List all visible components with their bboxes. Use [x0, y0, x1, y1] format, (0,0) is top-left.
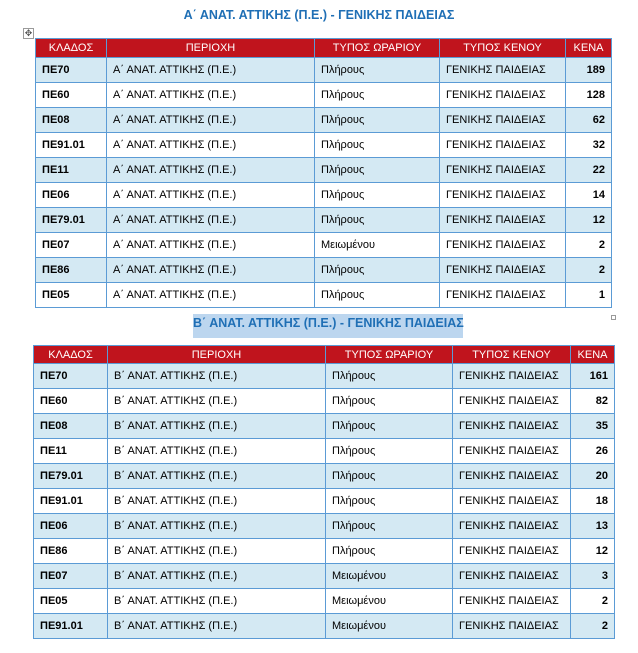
cell-perioxi: Β΄ ΑΝΑΤ. ΑΤΤΙΚΗΣ (Π.Ε.)	[108, 489, 326, 514]
cell-typos-kenou: ΓΕΝΙΚΗΣ ΠΑΙΔΕΙΑΣ	[440, 183, 566, 208]
cell-typos-orariou: Μειωμένου	[326, 589, 453, 614]
cell-perioxi: Β΄ ΑΝΑΤ. ΑΤΤΙΚΗΣ (Π.Ε.)	[108, 614, 326, 639]
header-typos-orariou: ΤΥΠΟΣ ΩΡΑΡΙΟΥ	[315, 39, 440, 58]
cell-klados: ΠΕ11	[36, 158, 107, 183]
cell-typos-orariou: Πλήρους	[315, 258, 440, 283]
table-row	[34, 464, 615, 489]
cell-klados: ΠΕ79.01	[34, 464, 108, 489]
cell-klados: ΠΕ08	[36, 108, 107, 133]
cell-klados: ΠΕ60	[36, 83, 107, 108]
cell-typos-orariou: Μειωμένου	[326, 564, 453, 589]
cell-perioxi: Α΄ ΑΝΑΤ. ΑΤΤΙΚΗΣ (Π.Ε.)	[107, 283, 315, 308]
table-resize-handle-icon[interactable]	[611, 315, 616, 320]
cell-typos-orariou: Πλήρους	[326, 514, 453, 539]
header-perioxi: ΠΕΡΙΟΧΗ	[108, 346, 326, 364]
cell-kena: 2	[571, 589, 615, 614]
section1-title: Α΄ ΑΝΑΤ. ΑΤΤΙΚΗΣ (Π.Ε.) - ΓΕΝΙΚΗΣ ΠΑΙΔΕΙΑΣ	[183, 8, 455, 22]
cell-typos-kenou: ΓΕΝΙΚΗΣ ΠΑΙΔΕΙΑΣ	[453, 489, 571, 514]
cell-typos-orariou: Πλήρους	[326, 364, 453, 389]
cell-perioxi: Β΄ ΑΝΑΤ. ΑΤΤΙΚΗΣ (Π.Ε.)	[108, 414, 326, 439]
table-row	[36, 83, 612, 108]
cell-perioxi: Β΄ ΑΝΑΤ. ΑΤΤΙΚΗΣ (Π.Ε.)	[108, 439, 326, 464]
header-kena: ΚΕΝΑ	[566, 39, 612, 58]
cell-klados: ΠΕ86	[36, 258, 107, 283]
cell-kena: 2	[571, 614, 615, 639]
cell-klados: ΠΕ05	[36, 283, 107, 308]
cell-typos-kenou: ΓΕΝΙΚΗΣ ΠΑΙΔΕΙΑΣ	[453, 614, 571, 639]
cell-kena: 161	[571, 364, 615, 389]
cell-klados: ΠΕ05	[34, 589, 108, 614]
cell-typos-orariou: Πλήρους	[326, 439, 453, 464]
cell-typos-kenou: ΓΕΝΙΚΗΣ ΠΑΙΔΕΙΑΣ	[453, 539, 571, 564]
table-row	[36, 133, 612, 158]
cell-perioxi: Α΄ ΑΝΑΤ. ΑΤΤΙΚΗΣ (Π.Ε.)	[107, 83, 315, 108]
cell-typos-kenou: ΓΕΝΙΚΗΣ ΠΑΙΔΕΙΑΣ	[440, 208, 566, 233]
table-row	[36, 183, 612, 208]
header-typos-kenou: ΤΥΠΟΣ ΚΕΝΟΥ	[453, 346, 571, 364]
cell-perioxi: Β΄ ΑΝΑΤ. ΑΤΤΙΚΗΣ (Π.Ε.)	[108, 564, 326, 589]
cell-typos-orariou: Πλήρους	[315, 283, 440, 308]
cell-klados: ΠΕ08	[34, 414, 108, 439]
vacancies-table-a	[35, 38, 612, 308]
cell-perioxi: Α΄ ΑΝΑΤ. ΑΤΤΙΚΗΣ (Π.Ε.)	[107, 133, 315, 158]
cell-klados: ΠΕ79.01	[36, 208, 107, 233]
cell-typos-orariou: Πλήρους	[315, 183, 440, 208]
cell-kena: 12	[566, 208, 612, 233]
header-klados: ΚΛΑΔΟΣ	[34, 346, 108, 364]
header-perioxi: ΠΕΡΙΟΧΗ	[107, 39, 315, 58]
cell-typos-kenou: ΓΕΝΙΚΗΣ ΠΑΙΔΕΙΑΣ	[453, 389, 571, 414]
cell-typos-kenou: ΓΕΝΙΚΗΣ ΠΑΙΔΕΙΑΣ	[453, 514, 571, 539]
cell-typos-kenou: ΓΕΝΙΚΗΣ ΠΑΙΔΕΙΑΣ	[440, 58, 566, 83]
cell-kena: 12	[571, 539, 615, 564]
table-row	[36, 283, 612, 308]
cell-perioxi: Β΄ ΑΝΑΤ. ΑΤΤΙΚΗΣ (Π.Ε.)	[108, 539, 326, 564]
cell-perioxi: Α΄ ΑΝΑΤ. ΑΤΤΙΚΗΣ (Π.Ε.)	[107, 208, 315, 233]
cell-typos-kenou: ΓΕΝΙΚΗΣ ΠΑΙΔΕΙΑΣ	[440, 233, 566, 258]
cell-typos-orariou: Πλήρους	[315, 58, 440, 83]
cell-kena: 189	[566, 58, 612, 83]
cell-typos-kenou: ΓΕΝΙΚΗΣ ΠΑΙΔΕΙΑΣ	[440, 108, 566, 133]
table-row	[34, 539, 615, 564]
table-row	[36, 208, 612, 233]
cell-kena: 32	[566, 133, 612, 158]
table-row	[36, 58, 612, 83]
table-row	[34, 439, 615, 464]
cell-typos-orariou: Πλήρους	[326, 414, 453, 439]
table-row	[36, 258, 612, 283]
cell-kena: 22	[566, 158, 612, 183]
cell-typos-orariou: Πλήρους	[315, 158, 440, 183]
cell-typos-orariou: Πλήρους	[326, 389, 453, 414]
cell-klados: ΠΕ11	[34, 439, 108, 464]
cell-typos-kenou: ΓΕΝΙΚΗΣ ΠΑΙΔΕΙΑΣ	[440, 258, 566, 283]
cell-typos-kenou: ΓΕΝΙΚΗΣ ΠΑΙΔΕΙΑΣ	[453, 414, 571, 439]
cell-typos-orariou: Πλήρους	[315, 208, 440, 233]
cell-typos-kenou: ΓΕΝΙΚΗΣ ΠΑΙΔΕΙΑΣ	[453, 464, 571, 489]
cell-klados: ΠΕ07	[36, 233, 107, 258]
table-row	[34, 514, 615, 539]
cell-kena: 128	[566, 83, 612, 108]
table-row	[34, 614, 615, 639]
table-row	[34, 414, 615, 439]
cell-klados: ΠΕ60	[34, 389, 108, 414]
cell-typos-kenou: ΓΕΝΙΚΗΣ ΠΑΙΔΕΙΑΣ	[453, 364, 571, 389]
cell-kena: 82	[571, 389, 615, 414]
cell-klados: ΠΕ86	[34, 539, 108, 564]
cell-kena: 3	[571, 564, 615, 589]
cell-typos-orariou: Μειωμένου	[315, 233, 440, 258]
cell-perioxi: Α΄ ΑΝΑΤ. ΑΤΤΙΚΗΣ (Π.Ε.)	[107, 158, 315, 183]
cell-klados: ΠΕ70	[36, 58, 107, 83]
table-row	[36, 158, 612, 183]
table-row	[34, 589, 615, 614]
cell-typos-kenou: ΓΕΝΙΚΗΣ ΠΑΙΔΕΙΑΣ	[440, 83, 566, 108]
header-kena: ΚΕΝΑ	[571, 346, 615, 364]
cell-perioxi: Α΄ ΑΝΑΤ. ΑΤΤΙΚΗΣ (Π.Ε.)	[107, 233, 315, 258]
cell-perioxi: Α΄ ΑΝΑΤ. ΑΤΤΙΚΗΣ (Π.Ε.)	[107, 183, 315, 208]
cell-typos-orariou: Πλήρους	[315, 108, 440, 133]
cell-kena: 26	[571, 439, 615, 464]
cell-perioxi: Α΄ ΑΝΑΤ. ΑΤΤΙΚΗΣ (Π.Ε.)	[107, 58, 315, 83]
table-row	[34, 364, 615, 389]
table-row	[34, 564, 615, 589]
vacancies-table-b	[33, 345, 615, 639]
cell-klados: ΠΕ70	[34, 364, 108, 389]
cell-typos-orariou: Πλήρους	[326, 539, 453, 564]
cell-kena: 20	[571, 464, 615, 489]
cell-klados: ΠΕ07	[34, 564, 108, 589]
cell-typos-orariou: Μειωμένου	[326, 614, 453, 639]
header-klados: ΚΛΑΔΟΣ	[36, 39, 107, 58]
table-row	[36, 108, 612, 133]
cell-kena: 2	[566, 233, 612, 258]
cell-perioxi: Β΄ ΑΝΑΤ. ΑΤΤΙΚΗΣ (Π.Ε.)	[108, 389, 326, 414]
cell-kena: 14	[566, 183, 612, 208]
cell-klados: ΠΕ06	[36, 183, 107, 208]
cell-kena: 62	[566, 108, 612, 133]
cell-perioxi: Α΄ ΑΝΑΤ. ΑΤΤΙΚΗΣ (Π.Ε.)	[107, 108, 315, 133]
cell-typos-orariou: Πλήρους	[326, 464, 453, 489]
section2-title[interactable]: Β΄ ΑΝΑΤ. ΑΤΤΙΚΗΣ (Π.Ε.) - ΓΕΝΙΚΗΣ ΠΑΙΔΕΙΑΣ	[193, 314, 463, 338]
cell-klados: ΠΕ91.01	[34, 489, 108, 514]
table-header-row	[34, 346, 615, 364]
cell-typos-orariou: Πλήρους	[315, 133, 440, 158]
cell-perioxi: Β΄ ΑΝΑΤ. ΑΤΤΙΚΗΣ (Π.Ε.)	[108, 589, 326, 614]
cell-perioxi: Β΄ ΑΝΑΤ. ΑΤΤΙΚΗΣ (Π.Ε.)	[108, 364, 326, 389]
cell-typos-orariou: Πλήρους	[326, 489, 453, 514]
cell-perioxi: Β΄ ΑΝΑΤ. ΑΤΤΙΚΗΣ (Π.Ε.)	[108, 514, 326, 539]
table-row	[34, 489, 615, 514]
cell-typos-kenou: ΓΕΝΙΚΗΣ ΠΑΙΔΕΙΑΣ	[453, 564, 571, 589]
table-row	[34, 389, 615, 414]
cell-klados: ΠΕ06	[34, 514, 108, 539]
cell-kena: 2	[566, 258, 612, 283]
cell-typos-kenou: ΓΕΝΙΚΗΣ ΠΑΙΔΕΙΑΣ	[440, 283, 566, 308]
cell-klados: ΠΕ91.01	[34, 614, 108, 639]
cell-klados: ΠΕ91.01	[36, 133, 107, 158]
table-row	[36, 233, 612, 258]
cell-typos-kenou: ΓΕΝΙΚΗΣ ΠΑΙΔΕΙΑΣ	[440, 133, 566, 158]
cell-kena: 35	[571, 414, 615, 439]
cell-perioxi: Α΄ ΑΝΑΤ. ΑΤΤΙΚΗΣ (Π.Ε.)	[107, 258, 315, 283]
cell-perioxi: Β΄ ΑΝΑΤ. ΑΤΤΙΚΗΣ (Π.Ε.)	[108, 464, 326, 489]
cell-kena: 13	[571, 514, 615, 539]
header-typos-orariou: ΤΥΠΟΣ ΩΡΑΡΙΟΥ	[326, 346, 453, 364]
cell-typos-kenou: ΓΕΝΙΚΗΣ ΠΑΙΔΕΙΑΣ	[440, 158, 566, 183]
header-typos-kenou: ΤΥΠΟΣ ΚΕΝΟΥ	[440, 39, 566, 58]
table-header-row	[36, 39, 612, 58]
cell-typos-kenou: ΓΕΝΙΚΗΣ ΠΑΙΔΕΙΑΣ	[453, 439, 571, 464]
cell-typos-kenou: ΓΕΝΙΚΗΣ ΠΑΙΔΕΙΑΣ	[453, 589, 571, 614]
table-move-handle-icon[interactable]: ✥	[24, 28, 33, 38]
cell-kena: 1	[566, 283, 612, 308]
cell-kena: 18	[571, 489, 615, 514]
cell-typos-orariou: Πλήρους	[315, 83, 440, 108]
